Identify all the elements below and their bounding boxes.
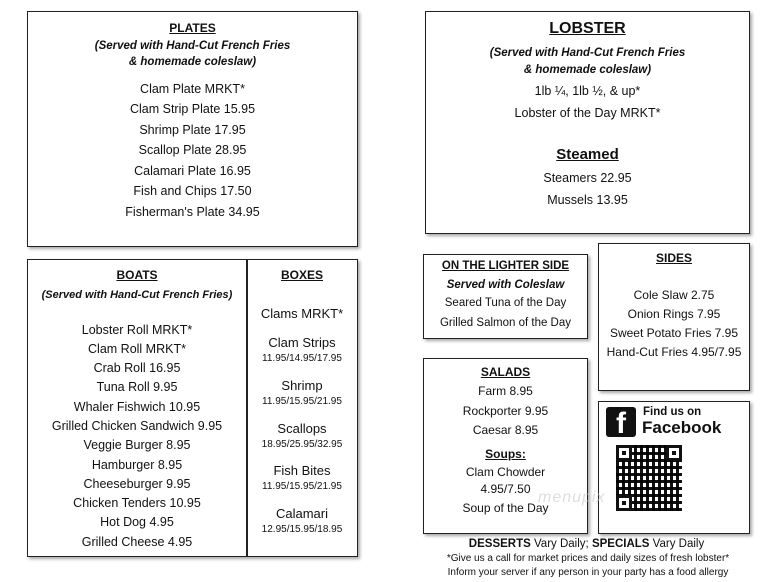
steamed-item: Steamers 22.95 — [543, 171, 632, 185]
soup-item: Clam Chowder — [465, 465, 546, 479]
boats-item: Clam Roll MRKT* — [88, 342, 186, 356]
boxes-item-prices: 11.95/15.95/21.95 — [262, 396, 342, 407]
boats-item: Lobster Roll MRKT* — [81, 323, 193, 337]
qr-corner — [616, 445, 632, 461]
steamed-title: Steamed — [556, 146, 619, 163]
lobster-subtitle-2: & homemade coleslaw) — [523, 64, 652, 76]
boats-item: Grilled Chicken Sandwich 9.95 — [51, 419, 223, 433]
lobster-title: LOBSTER — [549, 20, 626, 37]
plates-title: PLATES — [169, 21, 216, 35]
facebook-find-text: Find us on — [643, 406, 702, 418]
lobster-of-day: Lobster of the Day MRKT* — [514, 106, 661, 120]
boxes-item-prices: 12.95/15.95/18.95 — [261, 524, 343, 535]
qr-code-icon[interactable] — [616, 445, 682, 511]
qr-corner — [616, 495, 632, 511]
facebook-logo-icon: f — [606, 407, 636, 437]
plates-subtitle-1: (Served with Hand-Cut French Fries — [94, 40, 291, 52]
boxes-title: BOXES — [280, 268, 323, 282]
boats-item: Veggie Burger 8.95 — [83, 438, 191, 452]
soup-item: 4.95/7.50 — [480, 482, 531, 496]
boxes-item-name: Shrimp — [281, 378, 323, 393]
desserts-rest: Vary Daily; — [530, 538, 592, 550]
boxes-clams: Clams MRKT* — [260, 306, 344, 321]
boats-column — [28, 260, 246, 556]
lighter-title: ON THE LIGHTER SIDE — [441, 260, 570, 272]
plates-subtitle-2: & homemade coleslaw) — [128, 56, 257, 68]
plates-item: Shrimp Plate 17.95 — [139, 123, 246, 137]
sides-item: Hand-Cut Fries 4.95/7.95 — [606, 345, 742, 359]
boats-item: Whaler Fishwich 10.95 — [73, 400, 201, 414]
steamed-item: Mussels 13.95 — [547, 193, 628, 207]
boats-item: Chicken Tenders 10.95 — [73, 496, 201, 510]
boxes-item-name: Fish Bites — [273, 463, 331, 478]
salads-title: SALADS — [480, 365, 531, 379]
sides-item: Cole Slaw 2.75 — [633, 288, 715, 302]
boats-item: Hamburger 8.95 — [91, 458, 183, 472]
plates-item: Scallop Plate 28.95 — [138, 143, 247, 157]
menupix-watermark: menupix — [538, 489, 606, 506]
salads-item: Rockporter 9.95 — [462, 404, 549, 418]
boxes-item-name: Calamari — [275, 506, 328, 521]
specials-rest: Vary Daily — [649, 538, 705, 550]
plates-item: Fish and Chips 17.50 — [133, 184, 252, 198]
boxes-item-prices: 11.95/15.95/21.95 — [262, 481, 342, 492]
salads-item: Caesar 8.95 — [472, 423, 539, 437]
boats-item: Crab Roll 16.95 — [93, 361, 181, 375]
sides-section — [598, 243, 750, 391]
lighter-item: Seared Tuna of the Day — [444, 297, 567, 309]
boats-item: Grilled Cheese 4.95 — [81, 535, 193, 549]
plates-item: Calamari Plate 16.95 — [134, 164, 251, 178]
specials-label: SPECIALS — [591, 538, 650, 550]
sides-title: SIDES — [655, 251, 692, 265]
boats-item: Tuna Roll 9.95 — [96, 380, 178, 394]
lobster-section — [425, 11, 750, 234]
qr-corner — [666, 445, 682, 461]
boats-boxes-section — [27, 259, 358, 557]
salads-section — [423, 358, 588, 534]
soups-title: Soups: — [485, 447, 526, 461]
footer-note-allergy: Inform your server if any person in your party has a food allergy — [447, 567, 729, 578]
boxes-item-prices: 18.95/25.95/32.95 — [261, 439, 343, 450]
lighter-side-section — [423, 254, 588, 339]
plates-item: Clam Plate MRKT* — [140, 82, 245, 96]
boxes-item-name: Clam Strips — [268, 335, 336, 350]
soup-item: Soup of the Day — [462, 501, 549, 515]
plates-item: Fisherman's Plate 34.95 — [125, 205, 260, 219]
footer-desserts-line — [423, 538, 750, 550]
boats-item: Cheeseburger 9.95 — [83, 477, 191, 491]
sides-item: Onion Rings 7.95 — [627, 307, 721, 321]
footer-note-lobster: *Give us a call for market prices and daily sizes of fresh lobster* — [446, 553, 730, 564]
boxes-item-name: Scallops — [277, 421, 327, 436]
lighter-subtitle: Served with Coleslaw — [446, 279, 565, 291]
plates-section — [27, 11, 358, 247]
desserts-label: DESSERTS — [468, 538, 531, 550]
facebook-name-text: Facebook — [642, 418, 722, 437]
boats-subtitle: (Served with Hand-Cut French Fries) — [41, 289, 233, 301]
lobster-subtitle-1: (Served with Hand-Cut French Fries — [489, 47, 686, 59]
boxes-column — [247, 260, 357, 556]
sides-item: Sweet Potato Fries 7.95 — [609, 326, 739, 340]
salads-item: Farm 8.95 — [478, 384, 533, 398]
boats-title: BOATS — [116, 268, 158, 282]
facebook-section[interactable] — [598, 401, 750, 534]
lighter-item: Grilled Salmon of the Day — [439, 317, 572, 329]
boxes-item-prices: 11.95/14.95/17.95 — [262, 353, 342, 364]
boats-item: Hot Dog 4.95 — [100, 515, 174, 529]
lobster-sizes: 1lb ¼, 1lb ½, & up* — [534, 84, 641, 98]
plates-item: Clam Strip Plate 15.95 — [129, 102, 256, 116]
